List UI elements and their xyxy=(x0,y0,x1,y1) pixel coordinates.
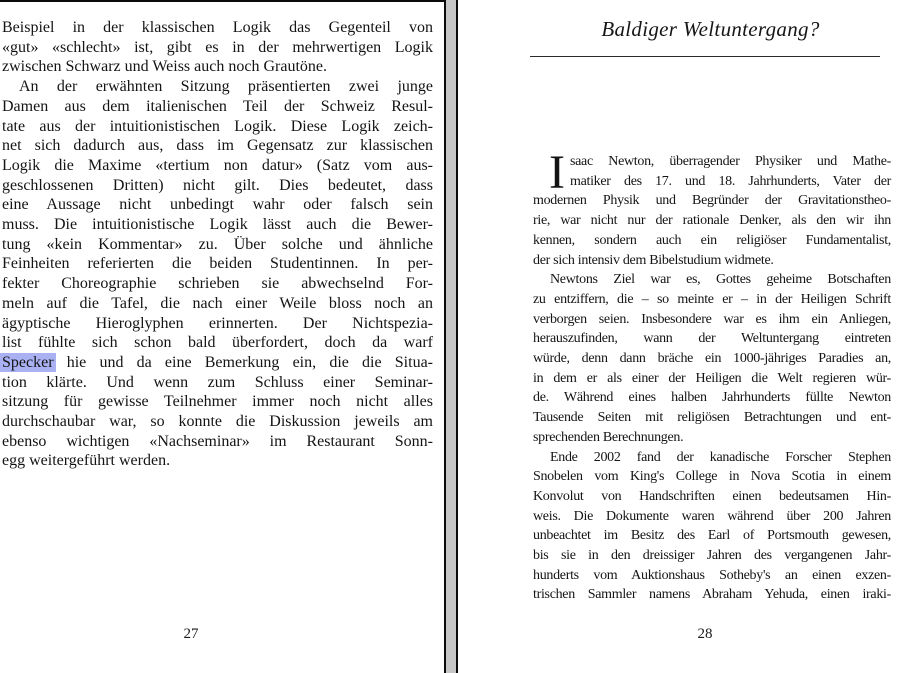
text-line: tung «kein Kommentar» zu. Über solche und ähnliche xyxy=(2,235,433,253)
text-line: de. Während eines halben Jahrhunderts füllte Newton xyxy=(533,390,891,406)
page-number-left: 27 xyxy=(183,626,199,642)
page-scan-edge xyxy=(0,0,444,2)
right-page-text xyxy=(533,152,891,605)
text-line: würde, denn dann bräche ein 1000-jähriges Paradies an, xyxy=(533,351,891,367)
text-line: Snobelen vom King's College in Nova Scotia in einem xyxy=(533,469,891,485)
book-gutter-divider xyxy=(444,0,458,673)
chapter-title-rule xyxy=(530,56,880,57)
text-line: der sich intensiv dem Bibelstudium widmete. xyxy=(533,252,774,268)
text-line: rie, war nicht nur der rationale Denker, als den wir ihn xyxy=(533,213,891,229)
text-line: Newtons Ziel war es, Gottes geheime Botschaften xyxy=(550,272,891,288)
text-line: «gut» «schlecht» ist, gibt es in der mehrwertigen Logik xyxy=(2,38,433,56)
text-line: tate aus der intuitionistischen Logik. Diese Logik zeich- xyxy=(2,117,433,135)
text-line: verborgen seien. Insbesondere war es ihm ein Anliegen, xyxy=(533,311,891,327)
text-line: geschlossenen Dritten) nicht gilt. Dies bedeutet, dass xyxy=(2,176,433,194)
chapter-title: Baldiger Weltuntergang? xyxy=(601,17,820,41)
text-line: in dem er als einer der Heiligen die Welt regieren wür- xyxy=(533,370,891,386)
text-line: saac Newton, überragender Physiker und Mathe- xyxy=(570,154,891,169)
page-number-right: 28 xyxy=(697,626,713,642)
text-line: tion klärte. Und wenn zum Schluss einer Seminar- xyxy=(2,373,433,391)
text-line: eine Aussage nicht unbedingt wahr oder falsch sein xyxy=(2,196,433,214)
text-line: durchschaubar war, so konnte die Diskussion jeweils am xyxy=(2,413,433,431)
text-line: ebenso wichtigen «Nachseminar» im Restaurant Sonn- xyxy=(2,432,433,450)
text-line: herauszufinden, wann der Weltuntergang eintreten xyxy=(533,331,891,347)
text-line: zwischen Schwarz und Weiss auch noch Grautöne. xyxy=(2,58,327,76)
text-line-with-highlight xyxy=(2,353,433,373)
text-line: Damen aus dem italienischen Teil der Schweiz Resul- xyxy=(2,97,433,115)
text-line-rest: hie und da eine Bemerkung ein, die die Situa- xyxy=(66,353,433,371)
text-line: unbeachtet im Besitz des Earl of Portsmouth gewesen, xyxy=(533,528,891,544)
text-line: zu entziffern, die – so meinte er – in der Heiligen Schrift xyxy=(533,291,891,307)
text-line: hunderts vom Auktionshaus Sotheby's an einen exzen- xyxy=(533,567,891,583)
text-line: meln auf die Tafel, die nach einer Weile bloss noch an xyxy=(2,294,433,312)
text-line: Logik die Maxime «tertium non datur» (Satz vom aus- xyxy=(2,156,433,174)
text-line: sprechenden Berechnungen. xyxy=(533,429,684,445)
text-line: Feinheiten referierten die beiden Studentinnen. In per- xyxy=(2,255,433,273)
text-line: sitzung für gewisse Teilnehmer immer noch nicht alles xyxy=(2,393,433,411)
text-line: trischen Sammler namens Abraham Yehuda, einen iraki- xyxy=(533,587,891,603)
text-line: fekter Choreographie schrieben sie abwechselnd For- xyxy=(2,275,433,293)
drop-cap: I xyxy=(549,146,565,199)
highlighted-word[interactable]: Specker xyxy=(2,353,54,371)
text-line: Konvolut von Handschriften einen bedeutsamen Hin- xyxy=(533,488,891,504)
text-line: Beispiel in der klassischen Logik das Gegenteil von xyxy=(2,19,433,36)
left-page-text xyxy=(2,18,433,471)
text-line: Ende 2002 fand der kanadische Forscher Stephen xyxy=(550,449,891,465)
text-line: muss. Die intuitionistische Logik lässt auch die Bewer- xyxy=(2,216,433,234)
text-line: egg weitergeführt werden. xyxy=(2,452,171,470)
text-line: Tausende Seiten mit religiösen Betrachtungen und ent- xyxy=(533,410,891,426)
text-line: modernen Physik und Begründer der Gravitationstheo- xyxy=(533,193,891,209)
text-line: net sich dadurch aus, dass im Gegensatz zur klassischen xyxy=(2,137,433,155)
text-line: ägyptische Hieroglyphen erinnerten. Der Nichtspezia- xyxy=(2,314,433,332)
text-line: weis. Die Dokumente waren während über 200 Jahren xyxy=(533,508,891,524)
text-line: An der erwähnten Sitzung präsentierten zwei junge xyxy=(19,78,433,96)
text-line: list fühlte sich schon bald überfordert, doch da warf xyxy=(2,334,433,352)
text-line: matiker des 17. und 18. Jahrhunderts, Vater der xyxy=(570,173,891,189)
text-line: bis sie in den dreissiger Jahren des vergangenen Jahr- xyxy=(533,548,891,564)
text-line: kennen, sondern auch ein religiöser Fundamentalist, xyxy=(533,232,891,248)
